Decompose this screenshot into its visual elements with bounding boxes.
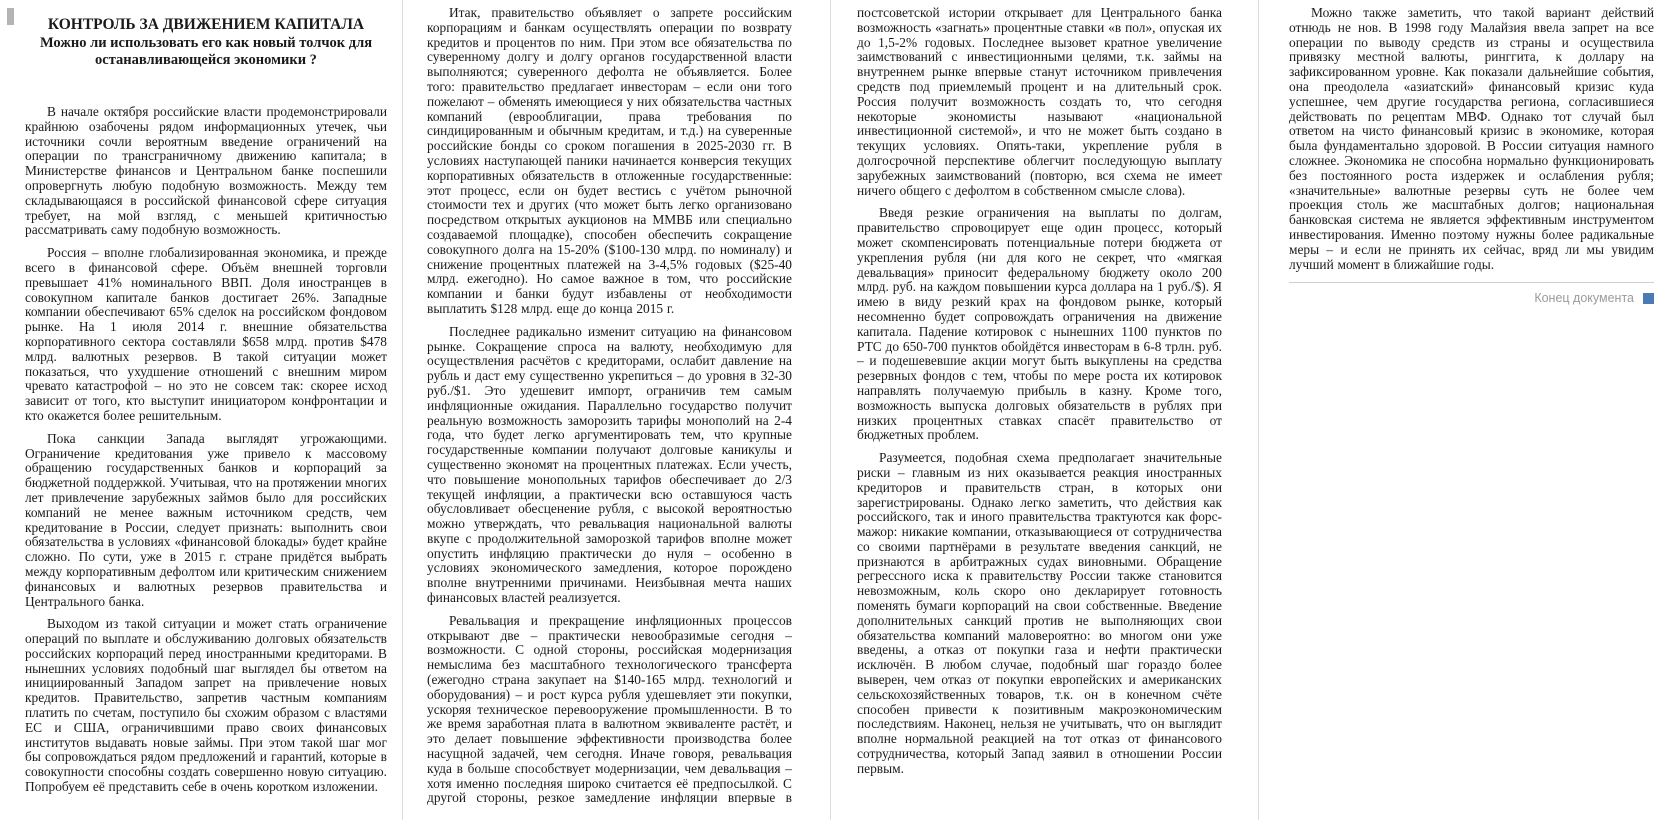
paragraph: Итак, правительство объявляет о запрете российским корпорациям и банкам осуществлять операции по возврату кредитов и процентов по ним. При этом все обязательства по суверенному долгу и долгу органов государственной власти выполняются; суверенного дефолта не объявляется. Более того: правительство предлагает инвесторам – если они того пожелают – обменять имеющиеся у них обязательства частных компаний (еврооблигации, права требования по синдицированным и обычным кредитам, и т.д.) на суверенные российские бонды со сроком погашения в 2025-2030 гг. В условиях наступающей паники начинается конверсия текущих корпоративных обязательств в отложенные государственные: этот процесс, если он будет вестись с учётом рыночной стоимости тех и других (что может быть легко организовано посредством открытых аукционов на ММВБ или специально создаваемой площадке), способен обеспечить сокращение совокупного долга на 15-20% ($100-130 млрд. по номиналу) и снижение процентных платежей на 3-4,5% годовых ($25-40 млрд. ежегодно). Но самое важное в том, что российские компании и банки будут избавлены от необходимости выплатить $128 млрд. еще до конца 2015 г. <box>427 5 792 316</box>
paragraph: постсоветской истории открывает для Центрального банка возможность «загнать» процентные ставки «в пол», опуская их до 1,5-2% годовых. Последнее вызовет кратное увеличение заимствований с инвестиционными целями, т.к. займы на внутреннем рынке впервые станут источником привлечения средств под приемлемый процент и на длительный срок. Россия получит возможность создать то, что сегодня некоторые экономисты называют «национальной инвестиционной системой», и что не может быть создано в текущих условиях. Опять-таки, укрепление рубля в долгосрочной перспективе облегчит последующую выплату зарубежных заимствований (повторю, вся схема не имеет ничего общего с дефолтом в собственном смысле слова). <box>857 5 1222 198</box>
document-subtitle: Можно ли использовать его как новый толчок для останавливающейся экономики ? <box>39 35 373 68</box>
end-of-document-marker <box>1289 291 1654 305</box>
document-page-4 <box>1258 0 1678 820</box>
document-page-1 <box>0 0 402 820</box>
document-page-3 <box>830 0 1258 820</box>
scroll-position-marker[interactable] <box>7 8 14 25</box>
end-of-document-label: Конец документа <box>1534 291 1634 306</box>
end-of-document-block <box>1289 282 1654 305</box>
paragraph: Введя резкие ограничения на выплаты по долгам, правительство спровоцирует еще один процесс, который может скомпенсировать потенциальные потери бюджета от укрепления рубля (ни для кого не секрет, что «мягкая девальвация» приносит федеральному бюджету около 200 млрд. руб. на каждом повышении курса доллара на 1 руб./$). Я имею в виду резкий крах на фондовом рынке, который несомненно будет сопровождать ограничения на движение капитала. Падение котировок с нынешних 1100 пунктов по РТС до 650-700 пунктов обойдётся инвесторам в 6-8 трлн. руб. – и подешевевшие акции могут быть выкуплены на средства резервных фондов с тем, чтобы по мере роста их котировок направлять получаемую прибыль в казну. Кроме того, возможность выпуска долговых обязательств в рублях при низких процентных ставках спасёт правительство от бюджетных проблем. <box>857 205 1222 443</box>
paragraph: Можно также заметить, что такой вариант действий отнюдь не нов. В 1998 году Малайзия ввела запрет на все операции по выводу средств из страны и осуществила привязку местной валюты, ринггита, к доллару на зафиксированном уровне. Как показали дальнейшие события, она преодолела «азиатский» финансовый кризис куда успешнее, чем другие государства региона, согласившиеся действовать по рецептам МВФ. Однако тот случай был ответом на чисто финансовый кризис в экономике, которая была фундаментально здоровой. В России ситуация намного сложнее. Экономика не способна нормально функционировать без постоянного роста издержек и ослабления рубля; «значительные» валютные резервы суть не более чем проекция столь же масштабных долгов; национальная банковская система не является эффективным инструментом инвестирования. Именно поэтому нужны более радикальные меры – и если не принять их сейчас, вряд ли мы увидим лучший момент в ближайшие годы. <box>1289 5 1654 272</box>
paragraph: В начале октября российские власти продемонстрировали крайнюю озабочены рядом информационных утечек, чьи источники сочли вероятным введение ограничений на операции по трансграничному движению капитала; в Министерстве финансов и Центральном банке поспешили опровергнуть любую подобную возможность. Между тем складывающаяся в российской финансовой сфере ситуация требует, на мой взгляд, с меньшей критичностью рассматривать саму подобную возможность. <box>25 104 387 238</box>
end-of-document-icon <box>1643 293 1654 304</box>
paragraph: Ревальвация и прекращение инфляционных процессов открывают две – практически невообразимые сегодня – возможности. С одной стороны, российская модернизация немыслима без масштабного технологического трансферта (ежегодно страна закупает на $140-165 млрд. технологий и оборудования) – и рост курса рубля удешевляет эти покупки, ускоряя техническое перевооружение промышленности. В то же время заработная плата в валютном эквиваленте растёт, и это делает повышение эффективности производства более насущной задачей, чем сегодня. Иначе говоря, ревальвация куда в больше способствует модернизации, чем девальвация – хотя именно последняя широко считается её предпосылкой. С другой стороны, резкое замедление инфляции впервые в <box>427 612 792 806</box>
paragraph: Россия – вполне глобализированная экономика, и прежде всего в финансовой сфере. Объём внешней торговли превышает 41% номинального ВВП. Доля иностранцев в совокупном капитале банков достигает 26%. Западные компании обеспечивают 65% сделок на российском фондовом рынке. На 1 июля 2014 г. внешние обязательства корпоративного сектора составляли $658 млрд. против $478 млрд. валютных резервов. В такой ситуации может показаться, что ухудшение отношений с внешним миром чревато катастрофой – но это не совсем так: скорее исход зависит от того, кто выступит инициатором конфронтации и кто окажется более решительным. <box>25 245 387 423</box>
paragraph: Последнее радикально изменит ситуацию на финансовом рынке. Сокращение спроса на валюту, необходимую для осуществления расчётов с кредиторами, ослабит давление на рубль и даст ему существенно укрепиться – до уровня в 32-30 руб./$1. Это удешевит импорт, ограничив тем самым инфляционные ожидания. Параллельно государство получит реальную возможность заморозить тарифы монополий на 2-4 года, что будет легко аргументировать тем, что крупные государственные компании получают долговые каникулы и существенно экономят на процентных платежах. Если учесть, что повышение монопольных тарифов обеспечивает до 2/3 текущей инфляции, а практически всю оставшуюся часть обусловливает обесценение рубля, с высокой вероятностью можно утверждать, что ревальвация национальной валюты вкупе с продолжительной заморозкой тарифов вполне может опустить инфляцию практически до нуля – особенно в условиях экономического замедления, которое порождено вполне внутренними причинами. Неизбывная мечта наших финансовых властей реализуется. <box>427 323 792 606</box>
paragraph: Разумеется, подобная схема предполагает значительные риски – главным из них оказывается реакция иностранных кредиторов и правительств стран, в которых они зарегистрированы. Однако легко заметить, что действия как российского, так и иного правительства трактуются как форс-мажор: никакие компании, отказывающиеся от сотрудничества со своими партнёрами в результате введения санкций, не признаются в арбитражных судах виновными. Обращение регрессного иска к правительству России также становится невозможным, коль скоро оно декларирует готовность поменять бумаги корпораций на свои собственные. Введение дополнительных санкций против не выполняющих свои обязательства компаний маловероятно: во многом они уже введены, а отказ от покупки газа и нефти практически исключён. В любом случае, подобный шаг гораздо более выверен, чем отказ от покупки европейских и американских сельскохозяйственных товаров, т.к. он в конечном счёте способен привести к позитивным макроэкономическим последствиям. Наконец, нельзя не учитывать, что он выглядит вполне нормальной реакцией на тот отказ от финансового сотрудничества, который Запад заявил в отношении России первым. <box>857 450 1222 776</box>
document-title: КОНТРОЛЬ ЗА ДВИЖЕНИЕМ КАПИТАЛА <box>47 16 365 33</box>
end-of-document-rule <box>1289 282 1654 283</box>
paragraph: Выходом из такой ситуации и может стать ограничение операций по выплате и обслуживанию долговых обязательств российских корпораций перед иностранными кредиторами. В нынешних условиях подобный шаг выглядел бы ответом на инициированный Западом запрет на привлечение новых кредитов. Правительство, запретив частным компаниям платить по счетам, поступило бы схожим образом с властями ЕС и США, ограничившими право своих финансовых институтов выдавать новые займы. При этом такой шаг мог бы сопровождаться рядом предложений и гарантий, которые в совокупности способны создать совершенно новую ситуацию. Попробуем её представить себе в очень коротком изложении. <box>25 616 387 795</box>
paragraph: Пока санкции Запада выглядят угрожающими. Ограничение кредитования уже привело к массовому обращению государственных банков и корпораций за бюджетной поддержкой. Учитывая, что на протяжении многих лет привлечение зарубежных займов было для российских компаний не менее важным источником средств, чем кредитование в России, следует признать: выполнить свои обязательства в условиях «финансовой блокады» будет крайне сложно. По сути, уже в 2015 г. стране придётся выбрать между корпоративным дефолтом или критическим снижением финансовых и валютных резервов правительства и Центрального банка. <box>25 430 387 609</box>
document-page-2 <box>402 0 830 820</box>
